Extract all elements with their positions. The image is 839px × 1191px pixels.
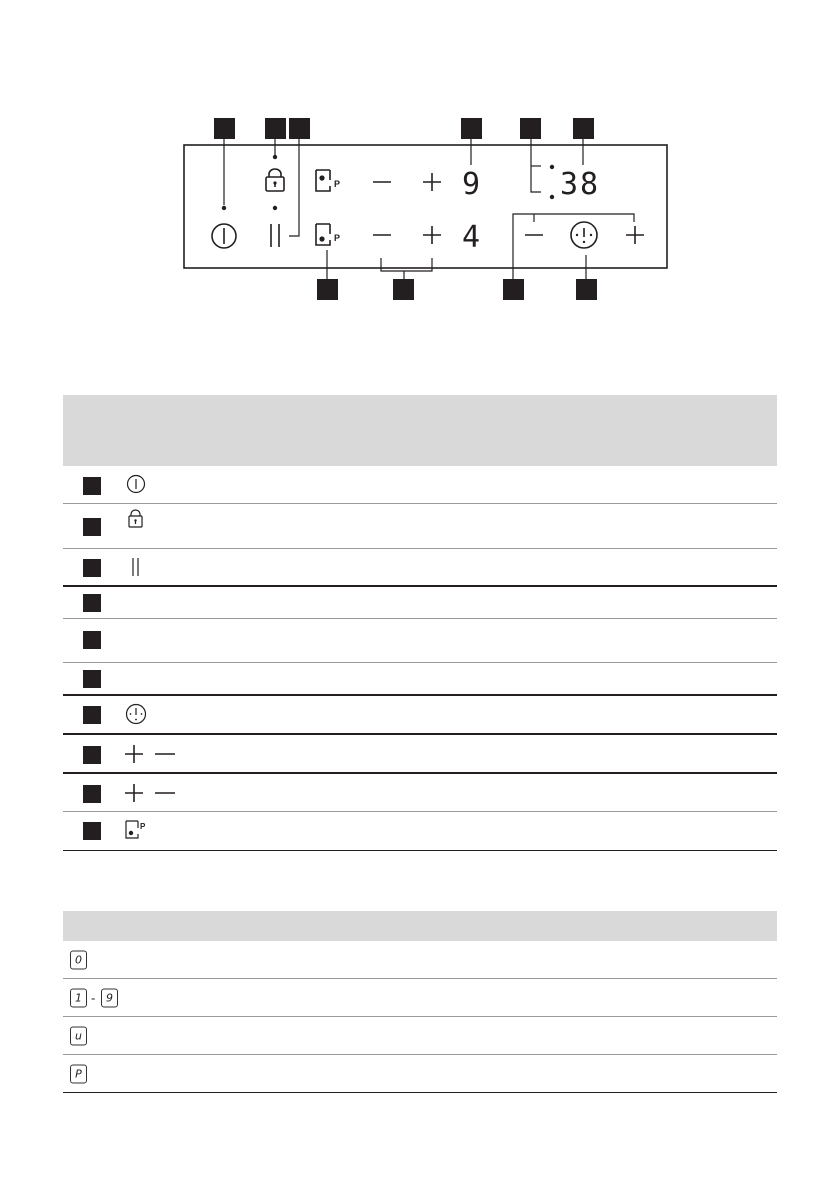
lock-icon[interactable] xyxy=(266,169,284,191)
callout-1 xyxy=(83,477,101,495)
plus-minus-icon xyxy=(123,743,183,765)
callout-3 xyxy=(83,559,101,577)
plus-icon[interactable] xyxy=(423,173,441,191)
display-table xyxy=(63,911,777,1093)
callout-8 xyxy=(503,279,524,300)
power-icon[interactable] xyxy=(212,224,236,248)
powerboost-icon[interactable] xyxy=(316,224,340,245)
table-row xyxy=(63,587,777,619)
display-table-header xyxy=(63,911,777,941)
table-row xyxy=(63,619,777,663)
table-row xyxy=(63,466,777,504)
callout-5 xyxy=(520,118,541,139)
table-row xyxy=(63,812,777,851)
table-row xyxy=(63,696,777,735)
panel-frame xyxy=(184,145,667,268)
plus-icon[interactable] xyxy=(626,226,644,244)
table-row xyxy=(63,979,777,1017)
plus-icon[interactable] xyxy=(423,226,441,244)
callout-2 xyxy=(83,518,101,536)
callout-7 xyxy=(576,279,597,300)
callout-9 xyxy=(83,785,101,803)
table-row xyxy=(63,1017,777,1055)
timer-icon[interactable] xyxy=(571,222,597,248)
callout-10 xyxy=(83,822,101,840)
callout-9 xyxy=(393,279,414,300)
control-panel-diagram xyxy=(0,0,839,310)
display-code: 1 xyxy=(70,988,87,1007)
callout-4 xyxy=(461,118,482,139)
svg-text:P: P xyxy=(334,179,341,189)
table-row xyxy=(63,774,777,812)
zone-1-display: 9 xyxy=(462,167,481,202)
display-code: 0 xyxy=(70,950,87,969)
callout-7 xyxy=(83,706,101,724)
table-row xyxy=(63,735,777,774)
table-row xyxy=(63,504,777,549)
callout-1 xyxy=(214,118,235,139)
range-separator: - xyxy=(91,990,96,1005)
timer-display: 38 xyxy=(560,167,601,202)
svg-text:P: P xyxy=(334,233,341,243)
pause-icon[interactable] xyxy=(271,224,279,247)
callout-3 xyxy=(289,118,310,139)
table-row xyxy=(63,941,777,979)
display-code: 9 xyxy=(101,988,118,1007)
display-code: P xyxy=(70,1064,87,1083)
callout-5 xyxy=(83,631,101,649)
callout-2 xyxy=(265,118,286,139)
table-row xyxy=(63,663,777,696)
lock-icon xyxy=(125,508,147,530)
pause-icon xyxy=(125,556,147,578)
power-icon xyxy=(125,473,147,495)
function-table xyxy=(63,395,777,851)
callout-8 xyxy=(83,746,101,764)
callout-6 xyxy=(83,670,101,688)
svg-text:P: P xyxy=(140,822,146,831)
timer-icon xyxy=(124,702,148,726)
zone-2-display: 4 xyxy=(462,220,481,255)
plus-minus-icon xyxy=(123,782,183,804)
callout-6 xyxy=(573,118,594,139)
callout-4 xyxy=(83,594,101,612)
display-code: u xyxy=(70,1026,87,1045)
table-row xyxy=(63,549,777,587)
callout-10 xyxy=(317,279,338,300)
table-row xyxy=(63,1055,777,1093)
powerboost-icon[interactable] xyxy=(316,170,340,191)
powerboost-icon xyxy=(125,819,151,841)
function-table-header xyxy=(63,395,777,466)
